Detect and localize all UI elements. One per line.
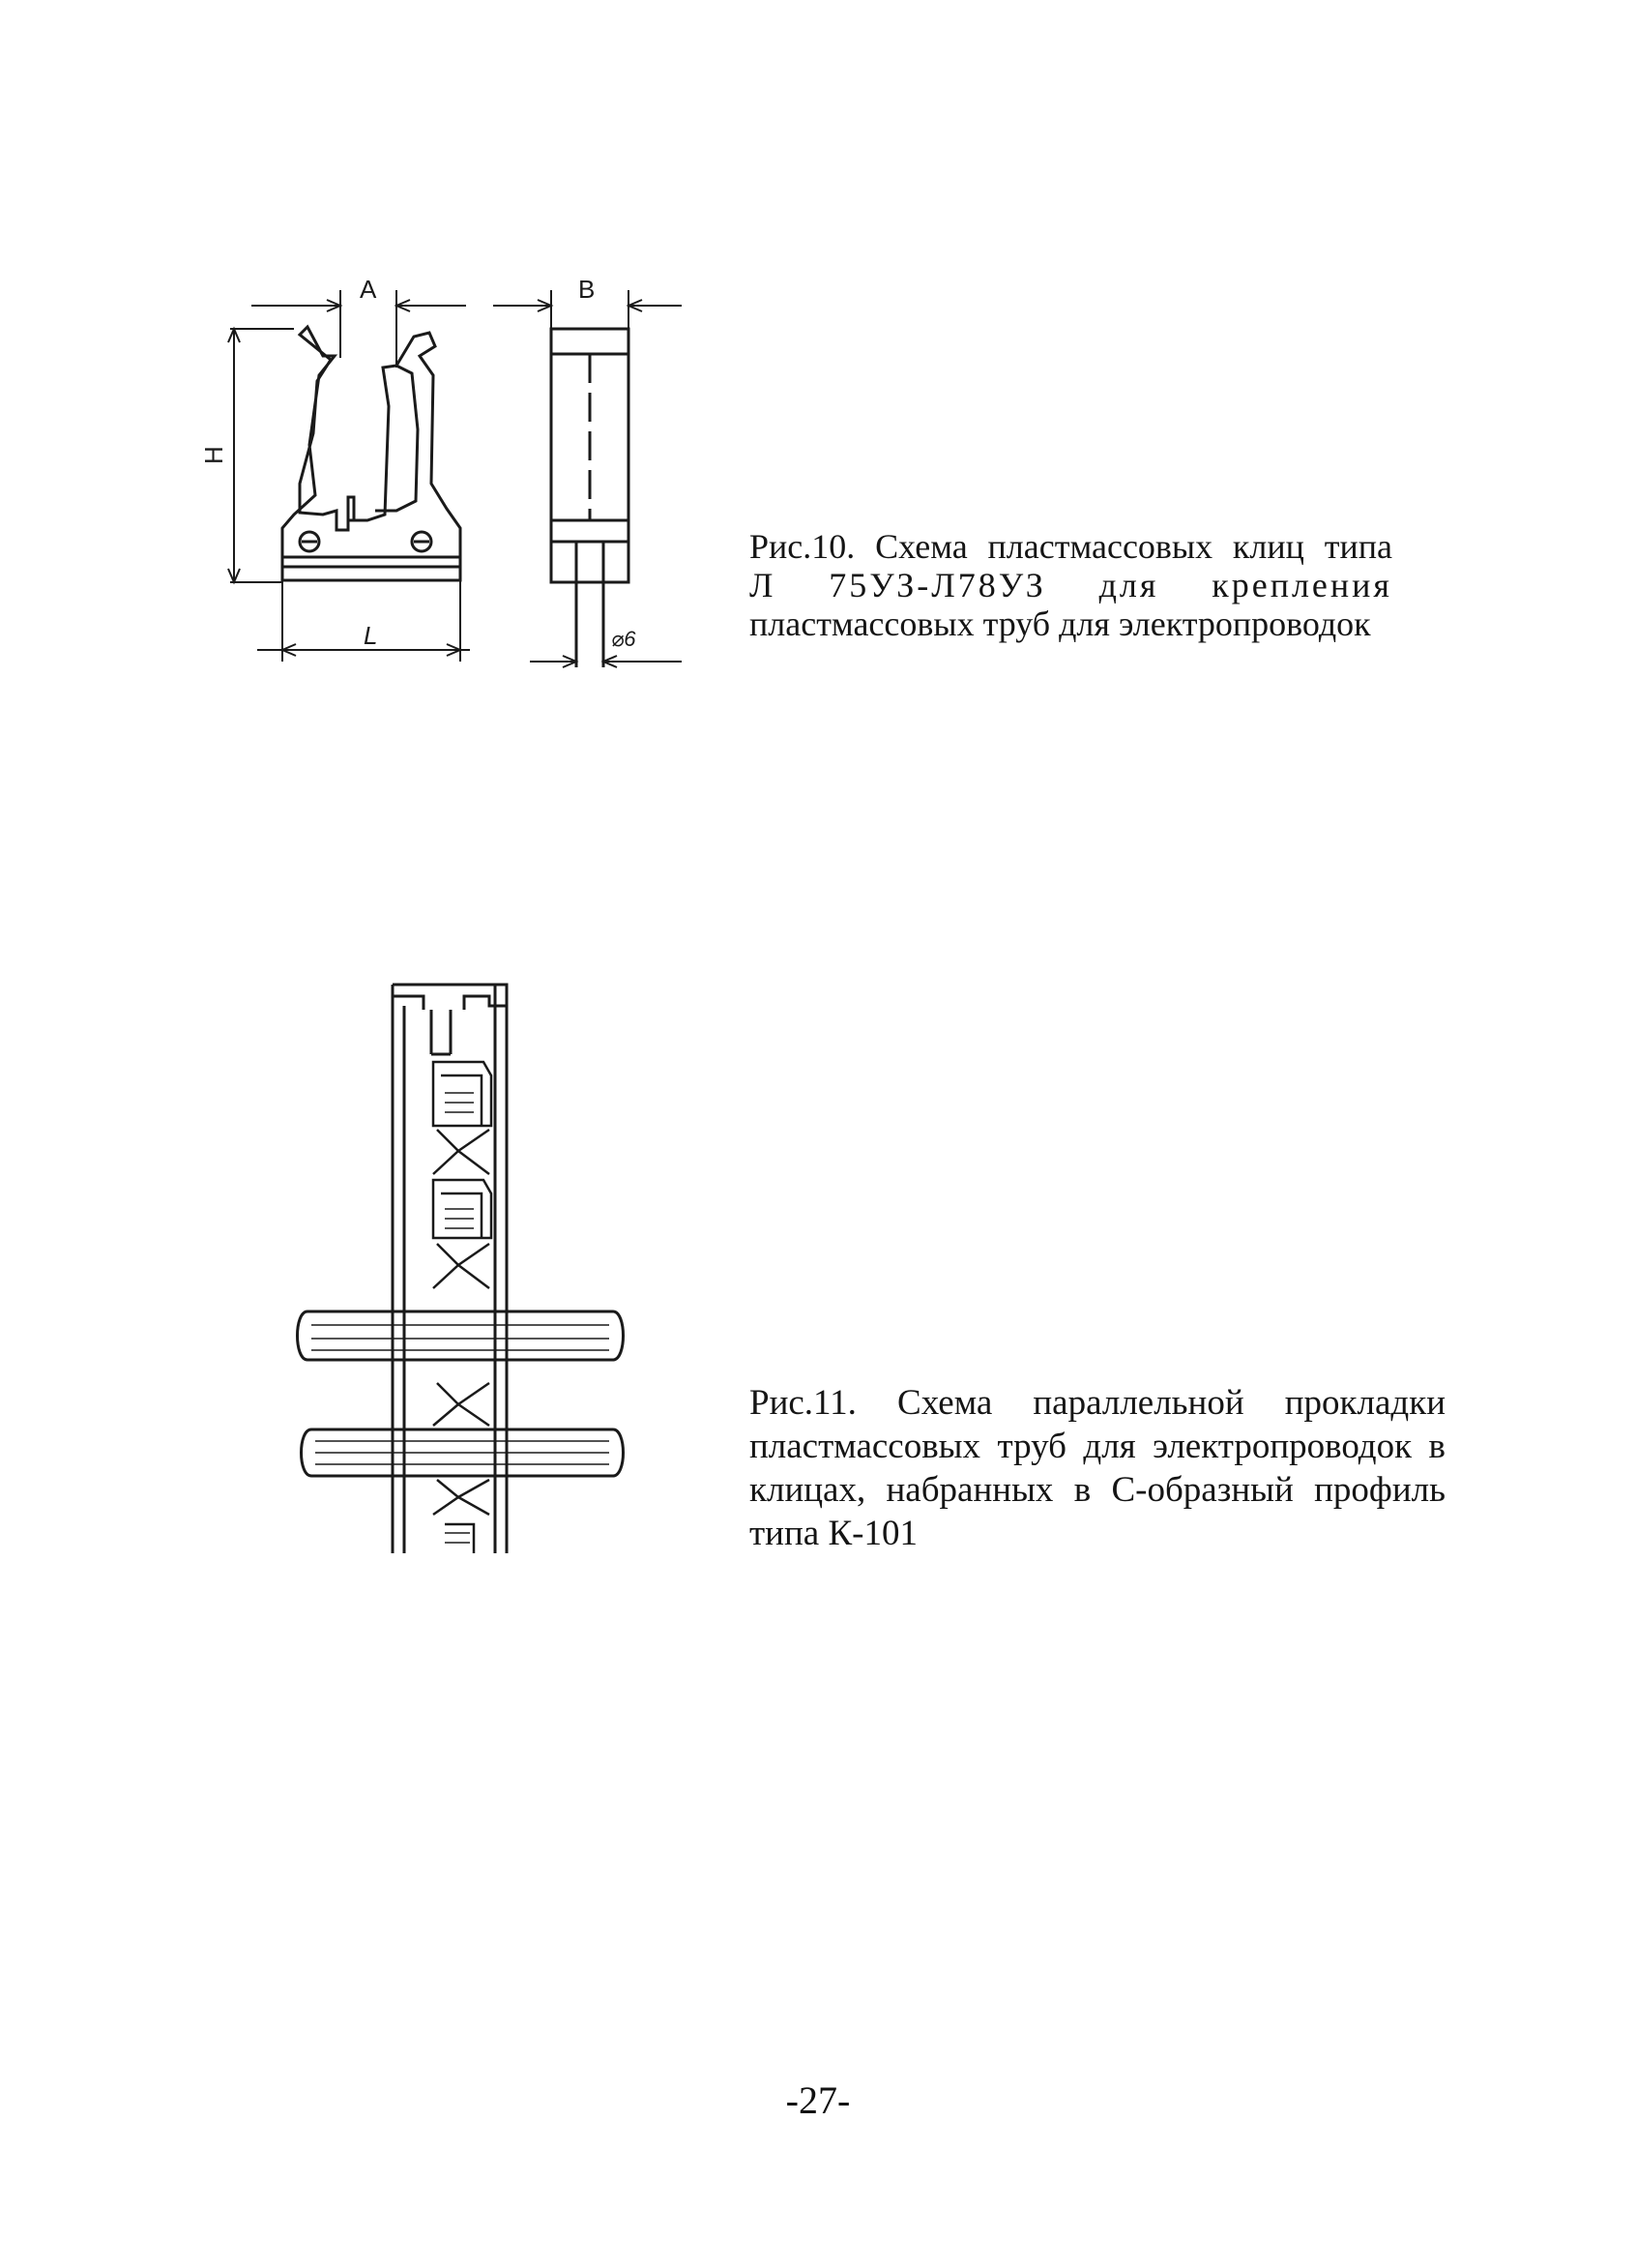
figure-11-drawing	[290, 967, 628, 1567]
figure-10-drawing	[193, 261, 696, 677]
clip-front-view	[282, 327, 460, 580]
label-h: H	[199, 446, 228, 464]
c-profile	[393, 985, 507, 1553]
caption-line: клицах, набранных в С-образный профиль	[749, 1470, 1446, 1510]
label-l: L	[364, 621, 378, 650]
caption-line: пластмассовых труб для электропроводок	[749, 604, 1371, 643]
label-a: A	[360, 275, 377, 304]
figure-11-caption	[749, 1381, 1446, 1555]
caption-line: Рис.11. Схема параллельной прокладки	[749, 1383, 1446, 1423]
caption-line: пластмассовых труб для электропроводок в	[749, 1427, 1446, 1466]
tube-lower	[302, 1429, 624, 1476]
caption-line: Рис.10. Схема пластмассовых клиц типа	[749, 527, 1392, 566]
tube-upper	[298, 1311, 624, 1360]
page-number: -27-	[785, 2078, 851, 2122]
dimension-h	[228, 329, 294, 582]
dimension-diameter	[530, 656, 682, 667]
figure-10-caption	[749, 527, 1392, 643]
label-diameter: ⌀6	[611, 627, 636, 651]
clip-stack	[433, 1062, 491, 1553]
caption-line: типа К-101	[749, 1514, 918, 1553]
caption-line: Л 75УЗ-Л78УЗ для крепления	[749, 566, 1392, 604]
clip-side-view	[551, 329, 628, 667]
label-b: B	[578, 275, 596, 304]
